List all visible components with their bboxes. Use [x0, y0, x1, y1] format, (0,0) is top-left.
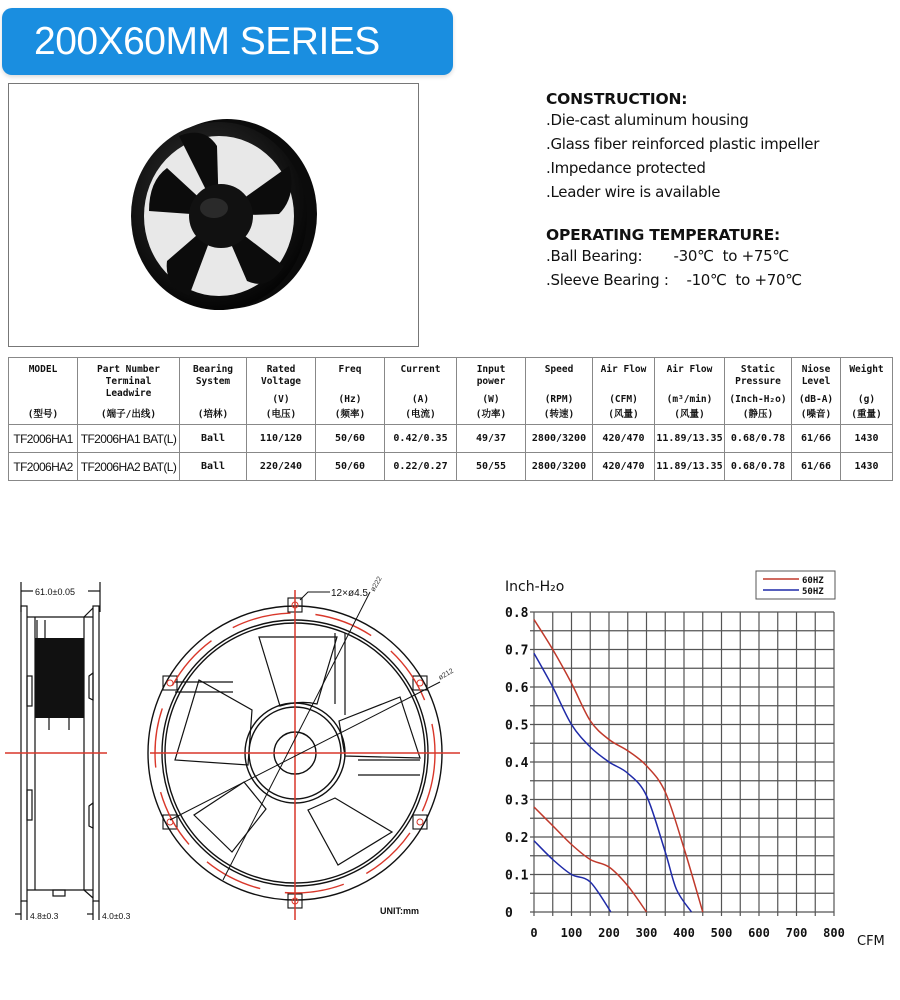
table-cell: TF2006HA1 — [9, 425, 78, 453]
column-cn-label: (频率) — [334, 409, 366, 420]
column-unit: (RPM) — [544, 394, 574, 405]
table-header-row — [9, 358, 893, 425]
table-cell: 220/240 — [247, 453, 316, 481]
y-tick-label: 0.7 — [505, 643, 529, 659]
holes-label: 12×ø4.5 — [331, 588, 368, 599]
chart-xlabel: CFM — [857, 934, 885, 949]
column-name: Niose Level — [801, 364, 831, 387]
table-cell: 0.68/0.78 — [725, 425, 792, 453]
motor-block — [35, 638, 84, 718]
column-cn-label: (端子/出线) — [100, 409, 157, 420]
column-unit: (Inch-H₂o) — [729, 394, 787, 405]
table-cell: TF2006HA2 — [9, 453, 78, 481]
unit-label: UNIT:mm — [380, 906, 420, 916]
y-tick-label: 0 — [505, 906, 513, 921]
column-unit: (W) — [482, 394, 500, 405]
column-header — [180, 358, 247, 425]
column-header — [78, 358, 180, 425]
table-cell: 50/60 — [316, 453, 385, 481]
column-cn-label: (噪音) — [800, 409, 832, 420]
column-cn-label: (重量) — [851, 409, 882, 420]
table-cell: 50/60 — [316, 425, 385, 453]
column-header — [457, 358, 526, 425]
table-cell: 0.42/0.35 — [385, 425, 457, 453]
table-cell: 11.89/13.35 — [655, 453, 725, 481]
x-tick-label: 100 — [560, 926, 583, 940]
table-cell: 110/120 — [247, 425, 316, 453]
temperature-heading: OPERATING TEMPERATURE: — [546, 226, 781, 244]
table-cell: Ball — [180, 425, 247, 453]
y-tick-label: 0.8 — [505, 606, 529, 621]
series-line-50hz-lower — [534, 841, 611, 912]
x-tick-label: 300 — [635, 926, 658, 940]
column-header — [316, 358, 385, 425]
column-cn-label: (电压) — [265, 409, 297, 420]
x-tick-label: 400 — [673, 926, 695, 940]
spec-table — [8, 357, 893, 481]
column-name: Bearing System — [192, 364, 234, 387]
column-header — [385, 358, 457, 425]
table-cell: Ball — [180, 453, 247, 481]
column-header — [593, 358, 655, 425]
temperature-item: .Ball Bearing: -30℃ to +75℃ — [546, 247, 789, 265]
table-cell: 0.68/0.78 — [725, 453, 792, 481]
legend-label-60hz: 60HZ — [802, 576, 824, 586]
column-name: MODEL — [28, 364, 58, 375]
column-name: Rated Voltage — [260, 364, 302, 387]
table-cell: 2800/3200 — [526, 425, 593, 453]
table-cell: 61/66 — [792, 453, 841, 481]
series-banner — [2, 8, 453, 75]
x-tick-label: 700 — [785, 926, 808, 940]
column-cn-label: (培林) — [197, 409, 229, 420]
y-tick-label: 0.6 — [505, 681, 529, 696]
column-name: Speed — [544, 364, 574, 375]
column-name: Input power — [476, 364, 506, 387]
table-cell: 49/37 — [457, 425, 526, 453]
column-name: Weight — [849, 364, 884, 375]
column-unit: (A) — [411, 394, 430, 405]
legend-label-50hz: 50HZ — [802, 587, 824, 597]
temperature-item: .Sleeve Bearing : -10℃ to +70℃ — [546, 271, 802, 289]
column-header — [725, 358, 792, 425]
column-unit: (V) — [272, 394, 290, 405]
table-cell: TF2006HA1 BAT(L) — [78, 425, 180, 453]
table-cell: 61/66 — [792, 425, 841, 453]
column-name: Static Pressure — [735, 364, 781, 387]
side-right-label: 4.0±0.3 — [102, 911, 131, 921]
series-line-60hz-upper — [534, 620, 703, 913]
y-tick-label: 0.5 — [505, 718, 529, 734]
dimension-drawing — [0, 570, 490, 930]
column-name: Part Number Terminal Leadwire — [97, 364, 160, 399]
x-tick-label: 0 — [530, 926, 538, 940]
column-name: Freq — [338, 364, 362, 375]
column-header — [792, 358, 841, 425]
construction-item: .Impedance protected — [546, 159, 706, 177]
y-tick-label: 0.3 — [505, 793, 529, 809]
chart-grid — [530, 612, 834, 916]
x-tick-label: 500 — [710, 926, 733, 940]
construction-item: .Leader wire is available — [546, 183, 721, 201]
x-tick-label: 800 — [823, 926, 845, 940]
y-tick-label: 0.2 — [505, 831, 529, 846]
table-cell: 50/55 — [457, 453, 526, 481]
table-cell: 0.22/0.27 — [385, 453, 457, 481]
side-width-label: 61.0±0.05 — [35, 587, 75, 597]
column-header — [9, 358, 78, 425]
x-tick-label: 600 — [748, 926, 770, 940]
column-name: Air Flow — [600, 364, 647, 375]
table-cell: 2800/3200 — [526, 453, 593, 481]
table-cell: TF2006HA2 BAT(L) — [78, 453, 180, 481]
outer-diameter-label: ø222 — [369, 575, 384, 593]
series-title: 200X60MM SERIES — [34, 20, 380, 63]
series-line-50hz-upper — [534, 653, 692, 912]
leader-lines — [170, 592, 440, 880]
column-header — [526, 358, 593, 425]
table-cell: 420/470 — [593, 425, 655, 453]
fan-photo — [119, 96, 319, 331]
y-tick-label: 0.4 — [505, 756, 529, 771]
chart-series — [534, 620, 703, 913]
column-cn-label: (风量) — [674, 409, 705, 420]
product-photo-frame — [8, 83, 419, 347]
y-tick-label: 0.1 — [505, 868, 529, 884]
inner-diameter-label: ø212 — [437, 667, 455, 682]
column-header — [655, 358, 725, 425]
x-tick-label: 200 — [598, 926, 620, 940]
column-unit: (dB-A) — [798, 394, 834, 405]
column-cn-label: (风量) — [608, 409, 639, 420]
construction-item: .Glass fiber reinforced plastic impeller — [546, 135, 820, 153]
chart-legend — [756, 571, 835, 599]
side-view — [15, 582, 100, 920]
column-cn-label: (静压) — [742, 409, 774, 420]
table-cell: 1430 — [841, 425, 893, 453]
front-centerlines — [150, 590, 460, 920]
column-cn-label: (功率) — [475, 409, 507, 420]
table-cell: 420/470 — [593, 453, 655, 481]
column-cn-label: (型号) — [27, 409, 59, 420]
column-cn-label: (转速) — [543, 409, 575, 420]
column-name: Air Flow — [666, 364, 713, 375]
construction-heading: CONSTRUCTION: — [546, 90, 688, 108]
column-unit: (m³/min) — [666, 394, 713, 405]
side-left-label: 4.8±0.3 — [30, 911, 59, 921]
table-cell: 11.89/13.35 — [655, 425, 725, 453]
column-header — [841, 358, 893, 425]
chart-ylabel: Inch-H₂o — [505, 579, 565, 595]
table-row — [9, 425, 893, 453]
column-name: Current — [400, 364, 441, 375]
column-header — [247, 358, 316, 425]
column-unit: (g) — [857, 394, 876, 405]
table-cell: 1430 — [841, 453, 893, 481]
column-unit: (Hz) — [338, 394, 362, 405]
column-unit: (CFM) — [609, 394, 638, 405]
table-row — [9, 453, 893, 481]
construction-item: .Die-cast aluminum housing — [546, 111, 749, 129]
column-cn-label: (电流) — [405, 409, 436, 420]
pq-curve-chart — [495, 565, 895, 995]
spec-description — [546, 90, 819, 292]
